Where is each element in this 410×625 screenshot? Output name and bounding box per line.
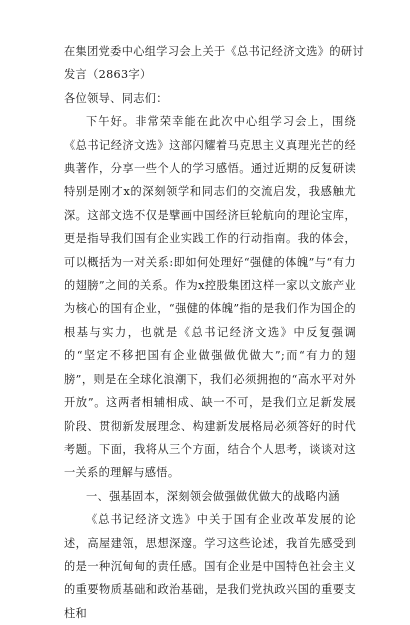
section-heading-1: 一、强基固本，深刻领会做强做优做大的战略内涵 [86, 489, 340, 503]
document-body [64, 40, 364, 625]
paragraph-opening: 下午好。非常荣幸能在此次中心组学习会上，围绕《总书记经济文选》这部闪耀着马克思主义真理光芒的经典著作，分享一些个人的学习感悟。通过近期的反复研读特别是刚才x的深刻领学和同志们的交流启发，我感触尤深。这部文选不仅是擘画中国经济巨轮航向的理论宝库，更是指导我们国有企业实践工作的行动指南。我的体会，可以概括为一对关系:即如何处理好“强健的体魄”与“有力的翅膀”之间的关系。作为x控股集团这样一家以文旅产业为核心的国有企业，“强健的体魄”指的是我们作为国企的根基与实力，也就是《总书记经济文选》中反复强调的“坚定不移把国有企业做强做优做大”;而“有力的翅膀”，则是在全球化浪潮下，我们必须拥抱的“高水平对外开放”。这两者相辅相成、缺一不可，是我们立足新发展阶段、贯彻新发展理念、构建新发展格局必须答好的时代考题。下面，我将从三个方面，结合个人思考，谈谈对这一关系的理解与感悟。 [64, 115, 356, 480]
salutation: 各位领导、同志们： [64, 91, 168, 105]
document-title-line-2: 发言（2863字） [64, 68, 152, 82]
document-title-line-1: 在集团党委中心组学习会上关于《总书记经济文选》的研讨 [64, 45, 364, 58]
paragraph-section-1: 《总书记经济文选》中关于国有企业改革发展的论述，高屋建瓴，思想深邃。学习这些论述，我首先感受到的是一种沉甸甸的责任感。国有企业是中国特色社会主义的重要物质基础和政治基础，是我们党执政兴国的重要支柱和 [64, 513, 356, 620]
